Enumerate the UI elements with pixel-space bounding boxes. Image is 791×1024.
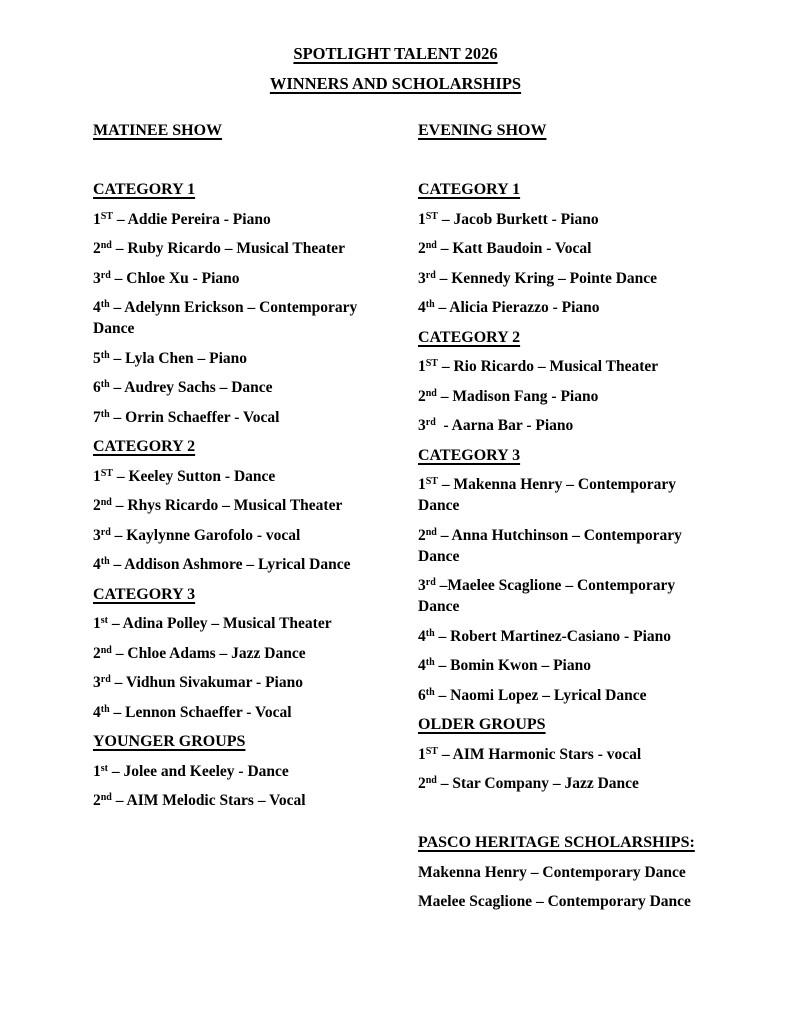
title-block [0, 43, 791, 103]
place-suffix: nd [425, 526, 437, 538]
place-suffix: th [100, 556, 110, 567]
winner-text: – Chloe Xu - Piano [110, 269, 240, 287]
place-number: 1 [418, 745, 426, 763]
section-heading: OLDER GROUPS [418, 716, 546, 733]
place-number: 3 [418, 577, 426, 594]
document-title: SPOTLIGHT TALENT 2026 [293, 44, 498, 63]
section-heading: CATEGORY 1 [418, 181, 521, 198]
place-suffix: nd [425, 240, 437, 251]
column-evening-show [418, 120, 708, 921]
winner-text: – Bomin Kwon – Piano [434, 657, 591, 674]
place-number: 1 [93, 467, 101, 485]
winner-text: – Jolee and Keeley - Dance [107, 762, 289, 780]
place-suffix: th [425, 657, 435, 668]
place-number: 3 [93, 269, 101, 287]
winner-entry [93, 613, 393, 634]
place-suffix: nd [100, 792, 112, 803]
place-suffix: th [100, 299, 110, 310]
place-number: 6 [418, 686, 426, 704]
winner-text: – Vidhun Sivakumar - Piano [110, 674, 303, 691]
place-suffix: nd [100, 644, 112, 656]
place-suffix: th [100, 703, 110, 715]
place-suffix: ST [100, 210, 113, 222]
place-suffix: rd [100, 269, 111, 281]
place-number: 4 [418, 627, 426, 645]
winner-text: – Keeley Sutton - Dance [112, 467, 276, 485]
place-suffix: st [100, 762, 108, 774]
place-number: 4 [93, 703, 101, 721]
place-suffix: rd [425, 269, 436, 281]
winner-text: – Madison Fang - Piano [436, 387, 599, 405]
section-heading: CATEGORY 3 [93, 585, 196, 603]
place-number: 1 [418, 358, 426, 375]
place-number: 1 [93, 210, 101, 228]
winner-entry [418, 575, 708, 617]
place-number: 6 [93, 379, 101, 396]
place-suffix: th [100, 379, 110, 390]
place-suffix: ST [425, 358, 438, 369]
blank-line [418, 150, 708, 171]
place-number: 3 [93, 526, 101, 544]
place-number: 2 [93, 240, 101, 257]
winner-text: – Jacob Burkett - Piano [437, 210, 599, 228]
winner-entry [418, 773, 708, 794]
section-heading: CATEGORY 2 [418, 328, 521, 346]
winner-entry [418, 744, 708, 765]
column-heading: EVENING SHOW [418, 122, 547, 139]
place-suffix: th [425, 686, 435, 698]
place-suffix: nd [425, 387, 437, 399]
winner-text: – Orrin Schaeffer - Vocal [109, 408, 280, 426]
blank-line [418, 803, 708, 824]
winner-text: – Audrey Sachs – Dance [109, 379, 273, 396]
section-heading: CATEGORY 3 [418, 446, 521, 464]
scholarship-entry: Makenna Henry – Contemporary Dance [418, 863, 686, 881]
place-suffix: ST [425, 745, 438, 757]
winner-text: – Anna Hutchinson – Contemporary Dance [418, 526, 686, 565]
place-suffix: rd [100, 526, 111, 538]
winner-entry [93, 377, 393, 398]
place-number: 1 [93, 615, 101, 632]
winner-entry [93, 761, 393, 782]
place-suffix: th [100, 408, 110, 420]
place-suffix: th [425, 627, 435, 639]
winner-entry [93, 297, 393, 339]
winner-text: – Naomi Lopez – Lyrical Dance [434, 686, 647, 704]
place-number: 2 [93, 497, 101, 514]
winner-entry [418, 297, 708, 318]
winner-entry [93, 268, 393, 289]
winner-text: – Addie Pereira - Piano [112, 210, 271, 228]
winner-entry [418, 356, 708, 377]
winner-text: – Katt Baudoin - Vocal [436, 240, 592, 257]
place-number: 3 [93, 674, 101, 691]
place-number: 4 [418, 657, 426, 674]
place-number: 1 [93, 762, 101, 780]
place-number: 5 [93, 349, 101, 367]
winner-entry [418, 386, 708, 407]
column-heading: MATINEE SHOW [93, 122, 223, 139]
place-suffix: rd [425, 577, 436, 588]
place-number: 7 [93, 408, 101, 426]
column-matinee-show [93, 120, 393, 820]
place-suffix: rd [425, 417, 436, 428]
winner-text: – Ruby Ricardo – Musical Theater [111, 240, 345, 257]
blank-line [93, 150, 393, 171]
place-suffix: nd [100, 240, 112, 251]
place-number: 2 [418, 387, 426, 405]
winner-text: – Lyla Chen – Piano [109, 349, 248, 367]
winner-entry [93, 554, 393, 575]
winner-text: – Robert Martinez-Casiano - Piano [434, 627, 671, 645]
winner-entry [418, 238, 708, 259]
winner-text: – Lennon Schaeffer - Vocal [109, 703, 292, 721]
winner-entry [418, 685, 708, 706]
place-number: 1 [418, 476, 426, 493]
place-suffix: ST [425, 210, 438, 222]
content-columns [93, 120, 708, 921]
winner-text: –Maelee Scaglione – Contemporary Dance [418, 577, 679, 615]
place-number: 2 [93, 792, 101, 809]
winner-entry [93, 209, 393, 230]
winner-text: – Alicia Pierazzo - Piano [434, 299, 600, 316]
winner-text: – Makenna Henry – Contemporary Dance [418, 476, 680, 514]
winner-entry [93, 525, 393, 546]
winner-text: – Adelynn Erickson – Contemporary Dance [93, 299, 362, 337]
place-number: 4 [418, 299, 426, 316]
winner-entry [93, 466, 393, 487]
winner-entry [418, 415, 708, 436]
place-number: 2 [418, 775, 426, 792]
winner-text: – Rio Ricardo – Musical Theater [437, 358, 659, 375]
winner-entry [93, 702, 393, 723]
winner-text: – AIM Harmonic Stars - vocal [437, 745, 642, 763]
winner-entry [418, 268, 708, 289]
place-suffix: nd [425, 775, 437, 786]
place-number: 4 [93, 556, 101, 573]
section-heading: CATEGORY 2 [93, 438, 196, 455]
place-number: 3 [418, 417, 426, 434]
winner-text: – Adina Polley – Musical Theater [107, 615, 332, 632]
section-heading: CATEGORY 1 [93, 181, 196, 198]
winner-entry [418, 474, 708, 516]
winner-text: – Kennedy Kring – Pointe Dance [435, 269, 658, 287]
winner-text: - Aarna Bar - Piano [435, 417, 574, 434]
winner-entry [93, 407, 393, 428]
place-suffix: ST [425, 476, 438, 487]
place-suffix: ST [100, 467, 113, 479]
winner-entry [93, 495, 393, 516]
place-suffix: th [425, 299, 435, 310]
winner-entry [93, 643, 393, 664]
place-number: 2 [93, 644, 101, 662]
winner-entry [418, 209, 708, 230]
winner-entry [418, 626, 708, 647]
winner-entry [418, 525, 708, 567]
place-suffix: rd [100, 674, 111, 685]
place-suffix: st [100, 615, 108, 626]
place-suffix: nd [100, 497, 112, 508]
winner-entry [418, 655, 708, 676]
winner-entry [93, 672, 393, 693]
winner-text: – Star Company – Jazz Dance [436, 775, 639, 792]
winner-entry [93, 790, 393, 811]
place-number: 1 [418, 210, 426, 228]
scholarship-entry: Maelee Scaglione – Contemporary Dance [418, 893, 691, 910]
scholarship-heading: PASCO HERITAGE SCHOLARSHIPS: [418, 834, 695, 851]
place-number: 2 [418, 526, 426, 544]
winner-text: – Chloe Adams – Jazz Dance [111, 644, 306, 662]
place-number: 4 [93, 299, 101, 316]
winner-entry [93, 348, 393, 369]
winner-text: – Kaylynne Garofolo - vocal [110, 526, 301, 544]
document-subtitle: WINNERS AND SCHOLARSHIPS [269, 74, 522, 93]
winner-text: – Addison Ashmore – Lyrical Dance [109, 556, 351, 573]
winner-entry [93, 238, 393, 259]
section-heading: YOUNGER GROUPS [93, 733, 246, 750]
place-number: 2 [418, 240, 426, 257]
place-suffix: th [100, 349, 110, 361]
winner-text: – Rhys Ricardo – Musical Theater [111, 497, 343, 514]
place-number: 3 [418, 269, 426, 287]
winner-text: – AIM Melodic Stars – Vocal [111, 792, 306, 809]
